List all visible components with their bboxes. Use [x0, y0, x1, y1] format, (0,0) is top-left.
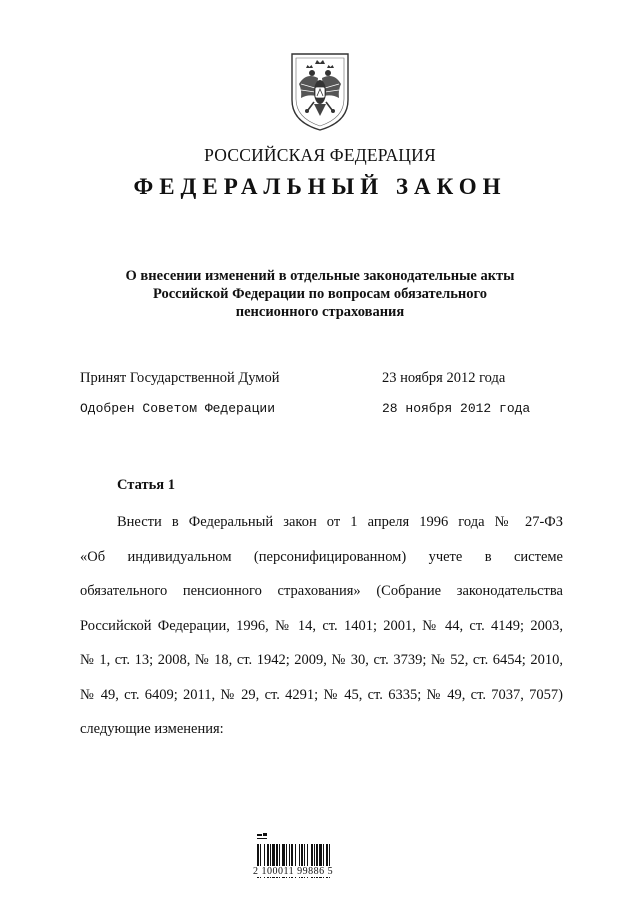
article-text-line: № 49, ст. 6409; 2011, № 29, ст. 4291; № 45, ст. 6335; № 49, ст. 7037, 7057) — [80, 686, 563, 703]
article-title: Статья 1 — [117, 477, 175, 493]
duma-adoption-label: Принят Государственной Думой — [80, 370, 280, 386]
barcode-icon — [253, 830, 365, 890]
article-text-line: № 1, ст. 13; 2008, № 18, ст. 1942; 2009, № 30, ст. 3739; № 52, ст. 6454; 2010, — [80, 652, 563, 668]
article-text-line: следующие изменения: — [80, 721, 224, 737]
article-body — [80, 505, 563, 747]
article-text-line: Российской Федерации, 1996, № 14, ст. 1401; 2001, № 44, ст. 4149; 2003, — [80, 617, 563, 634]
article-text-line: Внести в Федеральный закон от 1 апреля 1996 года № 27-ФЗ — [117, 514, 563, 530]
article-text-line: обязательного пенсионного страхования» (Собрание законодательства — [80, 583, 563, 599]
subject-line: О внесении изменений в отдельные законодательные акты — [125, 268, 515, 284]
duma-adoption-date: 23 ноября 2012 года — [382, 370, 506, 386]
country-name: РОССИЙСКАЯ ФЕДЕРАЦИЯ — [204, 145, 436, 165]
subject-line: пенсионного страхования — [235, 304, 405, 320]
subject-line: Российской Федерации по вопросам обязательного — [153, 286, 487, 302]
article-text-line: «Об индивидуальном (персонифицированном) учете в системе — [80, 548, 563, 565]
barcode-number: 2 100011 99886 5 — [253, 866, 334, 877]
coat-of-arms-icon — [288, 50, 352, 132]
council-approval-label: Одобрен Советом Федерации — [80, 401, 276, 416]
law-subject — [100, 267, 540, 321]
council-approval-date: 28 ноября 2012 года — [382, 401, 531, 416]
document-type-title: ФЕДЕРАЛЬНЫЙ ЗАКОН — [133, 174, 507, 199]
